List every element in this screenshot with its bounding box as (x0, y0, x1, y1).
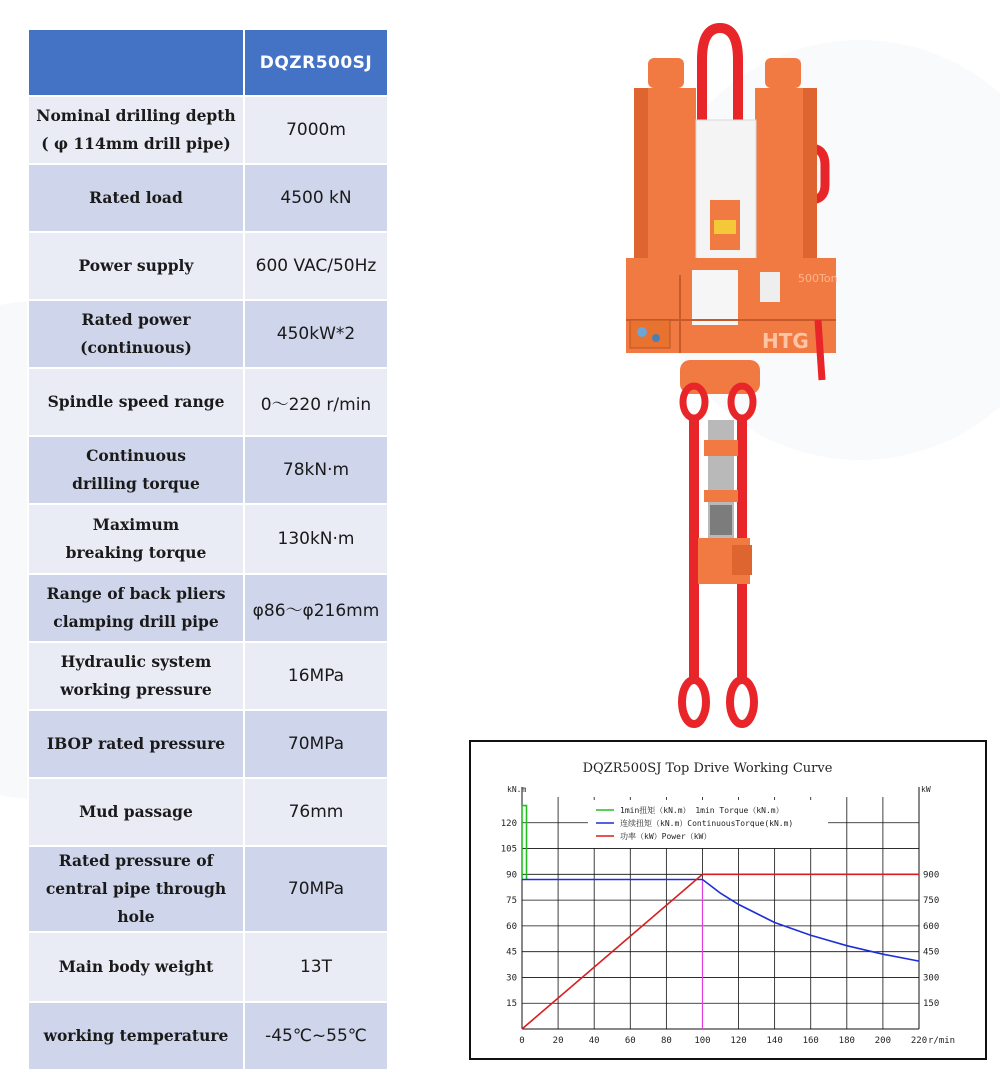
left-axis-unit: kN.m (507, 785, 527, 794)
y-left-tick-label: 90 (506, 870, 517, 881)
spec-label: Maximum breaking torque (28, 504, 244, 574)
y-left-tick-label: 45 (506, 947, 517, 958)
table-row (28, 846, 388, 932)
spec-value: 130kN·m (244, 504, 388, 574)
y-left-tick-label: 60 (506, 921, 517, 932)
table-row (28, 436, 388, 504)
shaft-section (710, 505, 732, 535)
y-right-tick-label: 450 (923, 947, 940, 958)
link-eye-bottom-right (730, 680, 754, 724)
spec-label: Rated load (28, 164, 244, 232)
spec-label: Range of back pliers clamping drill pipe (28, 574, 244, 642)
motor-left-shade (634, 88, 648, 258)
table-row (28, 574, 388, 642)
right-axis-unit: kW (921, 785, 931, 794)
x-tick-label: 160 (802, 1036, 819, 1046)
motor-right-shade (803, 88, 817, 258)
table-row (28, 932, 388, 1002)
y-right-tick-label: 150 (923, 999, 940, 1010)
spec-label: Power supply (28, 232, 244, 300)
motor-cap-left (648, 58, 684, 88)
x-tick-label: 20 (552, 1036, 564, 1046)
y-left-tick-label: 105 (500, 844, 517, 855)
table-row (28, 504, 388, 574)
drain-hose (818, 320, 822, 380)
spec-label: Mud passage (28, 778, 244, 846)
brand-logo: HTG (762, 329, 809, 353)
spec-label: Main body weight (28, 932, 244, 1002)
spec-value: 76mm (244, 778, 388, 846)
x-tick-label: 140 (766, 1036, 783, 1046)
spec-value: 70MPa (244, 846, 388, 932)
y-right-tick-label: 600 (923, 921, 940, 932)
frame-window (692, 270, 738, 325)
x-tick-label: 120 (730, 1036, 747, 1046)
top-drive-illustration (610, 20, 860, 735)
x-tick-label: 80 (660, 1036, 672, 1046)
spec-value: 7000m (244, 96, 388, 164)
x-tick-label: 40 (588, 1036, 600, 1046)
y-right-tick-label: 300 (923, 973, 940, 984)
table-row (28, 710, 388, 778)
model-header: DQZR500SJ (244, 29, 388, 96)
motor-cap-right (765, 58, 801, 88)
table-row (28, 778, 388, 846)
series-line (522, 806, 527, 880)
frame-window (760, 272, 780, 302)
ibop-valve (704, 490, 738, 502)
x-tick-label: 100 (694, 1036, 711, 1046)
link-eye-bottom-left (682, 680, 706, 724)
nameplate: 500Ton (798, 272, 838, 285)
y-left-tick-label: 15 (506, 999, 517, 1010)
x-tick-label: 220 (910, 1036, 928, 1046)
table-row (28, 300, 388, 368)
y-left-tick-label: 120 (500, 818, 517, 829)
y-right-tick-label: 750 (923, 896, 940, 907)
legend-label: 功率（kW）Power（kW） (620, 832, 712, 841)
spec-value: 450kW*2 (244, 300, 388, 368)
spec-table (27, 28, 389, 1071)
spec-value: -45℃~55℃ (244, 1002, 388, 1070)
spec-label: Hydraulic system working pressure (28, 642, 244, 710)
backup-tong-arm (732, 545, 752, 575)
x-tick-label: 180 (838, 1036, 855, 1046)
table-row (28, 368, 388, 436)
spec-label: Nominal drilling depth ( φ 114mm drill pipe) (28, 96, 244, 164)
chart-title: DQZR500SJ Top Drive Working Curve (582, 761, 833, 776)
spec-value: 600 VAC/50Hz (244, 232, 388, 300)
spec-value: 0～220 r/min (244, 368, 388, 436)
working-curve-chart (469, 740, 987, 1060)
spec-table-body (28, 96, 388, 1070)
x-tick-label: 200 (874, 1036, 892, 1046)
spec-value: 70MPa (244, 710, 388, 778)
legend-label: 连续扭矩（kN.m）ContinuousTorque(kN.m) (620, 819, 794, 828)
spec-value: 78kN·m (244, 436, 388, 504)
y-left-tick-label: 30 (506, 973, 517, 984)
y-left-tick-label: 75 (506, 896, 517, 907)
spec-label: working temperature (28, 1002, 244, 1070)
series-line (522, 880, 919, 962)
working-curve-svg (471, 742, 985, 1058)
spec-label: Rated pressure of central pipe through hole (28, 846, 244, 932)
table-row (28, 232, 388, 300)
table-row (28, 642, 388, 710)
spec-value: 16MPa (244, 642, 388, 710)
table-header-corner (28, 29, 244, 96)
gauge (652, 334, 660, 342)
table-row (28, 1002, 388, 1070)
spec-value: 4500 kN (244, 164, 388, 232)
x-tick-label: 60 (624, 1036, 636, 1046)
y-right-tick-label: 900 (923, 870, 940, 881)
spec-value: φ86～φ216mm (244, 574, 388, 642)
spec-label: IBOP rated pressure (28, 710, 244, 778)
table-row (28, 164, 388, 232)
spec-label: Continuous drilling torque (28, 436, 244, 504)
spec-value: 13T (244, 932, 388, 1002)
legend-label: 1min扭矩（kN.m） 1min Torque（kN.m） (620, 806, 784, 815)
control-box (630, 320, 670, 348)
spec-label: Rated power (continuous) (28, 300, 244, 368)
spec-label: Spindle speed range (28, 368, 244, 436)
swivel-ring (714, 220, 736, 234)
table-row (28, 96, 388, 164)
x-axis-unit: r/min (928, 1036, 956, 1046)
x-tick-label: 0 (519, 1036, 525, 1046)
ibop-valve (704, 440, 738, 456)
gauge (637, 327, 647, 337)
